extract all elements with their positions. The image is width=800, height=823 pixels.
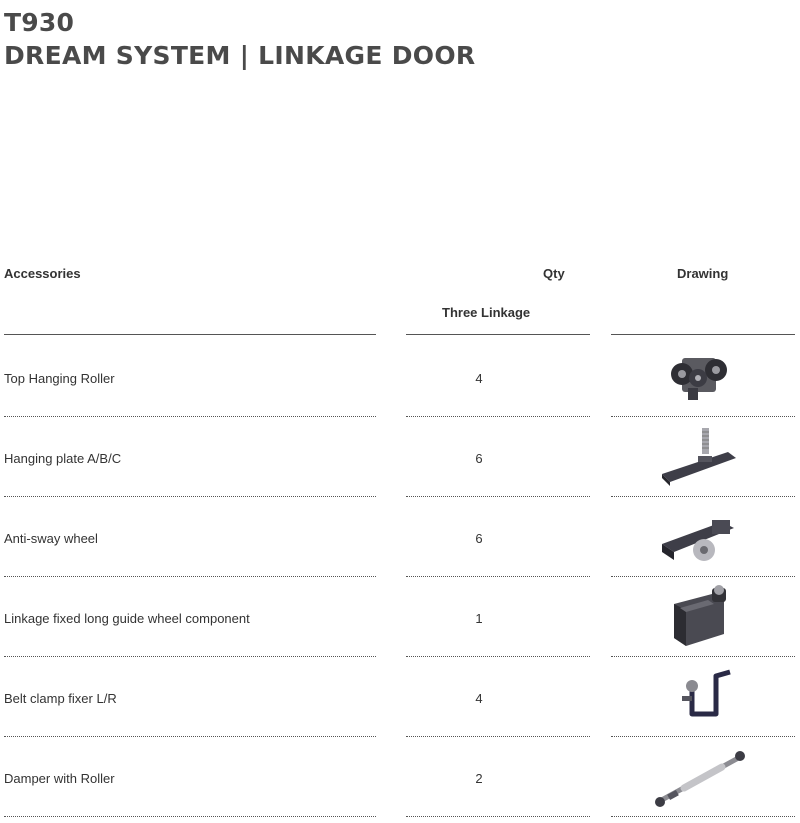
row-divider: [611, 816, 795, 817]
guide-wheel-component-drawing: [650, 584, 750, 648]
accessory-name: Linkage fixed long guide wheel component: [4, 611, 250, 626]
accessory-qty: 4: [475, 371, 483, 386]
model-number: T930: [4, 8, 75, 37]
accessory-qty: 2: [475, 771, 483, 786]
accessory-name: Belt clamp fixer L/R: [4, 691, 117, 706]
table-row: [0, 656, 800, 736]
table-row: [0, 496, 800, 576]
header-rule-qty: [406, 334, 590, 335]
accessory-name: Hanging plate A/B/C: [4, 451, 122, 466]
accessory-qty: 6: [475, 531, 483, 546]
anti-sway-wheel-drawing: [650, 504, 750, 568]
row-divider: [4, 816, 376, 817]
table-row: [0, 336, 800, 416]
column-subheader-three-linkage: Three Linkage: [442, 305, 531, 320]
page-title: DREAM SYSTEM | LINKAGE DOOR: [4, 41, 476, 70]
accessory-qty: 4: [475, 691, 483, 706]
title-block: [4, 6, 475, 72]
accessory-name: Damper with Roller: [4, 771, 115, 786]
table-row: [0, 416, 800, 496]
hanging-plate-drawing: [650, 424, 750, 488]
header-rule-drawing: [611, 334, 795, 335]
table-row: [0, 736, 800, 816]
damper-with-roller-drawing: [650, 744, 750, 808]
accessory-name: Top Hanging Roller: [4, 371, 115, 386]
column-header-qty: Qty: [543, 266, 565, 281]
accessory-qty: 6: [475, 451, 483, 466]
top-hanging-roller-drawing: [650, 344, 750, 408]
accessory-qty: 1: [475, 611, 483, 626]
accessory-name: Anti-sway wheel: [4, 531, 98, 546]
column-header-accessories: Accessories: [4, 266, 81, 281]
column-header-drawing: Drawing: [677, 266, 729, 281]
table-row: [0, 576, 800, 656]
header-rule-accessories: [4, 334, 376, 335]
row-divider: [406, 816, 590, 817]
belt-clamp-fixer-drawing: [650, 664, 750, 728]
